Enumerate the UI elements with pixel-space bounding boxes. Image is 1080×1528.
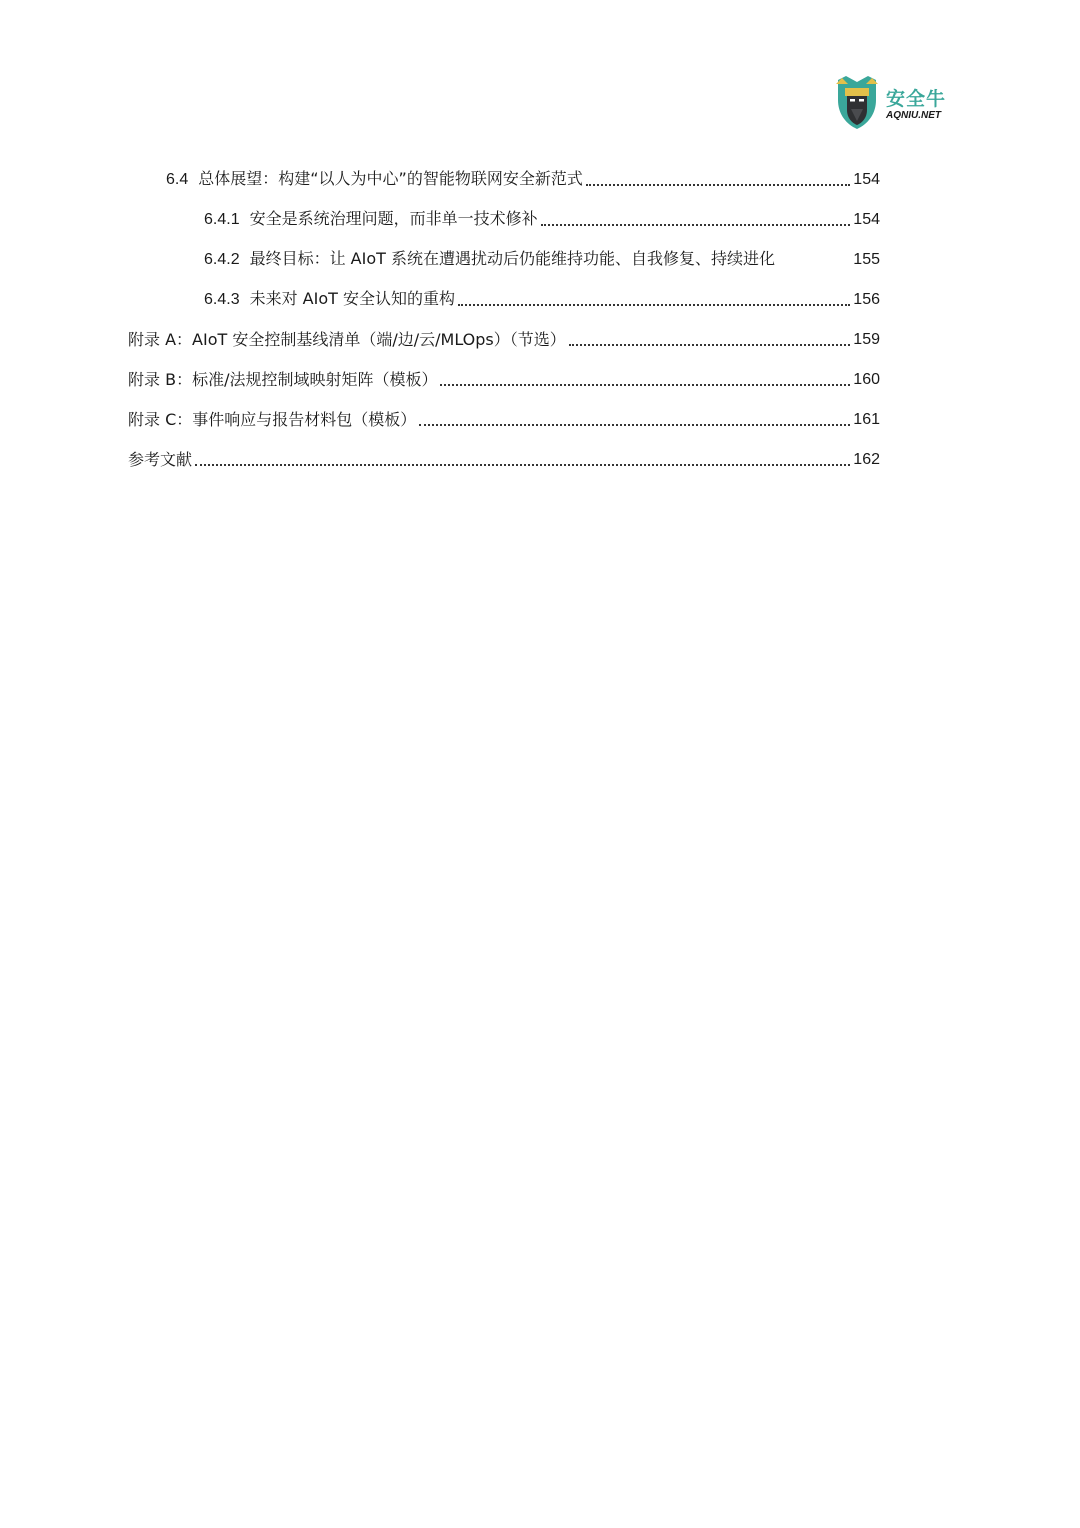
toc-entry-page: 154 xyxy=(853,171,880,188)
toc-entry-appendix-c[interactable] xyxy=(128,408,880,432)
shield-mascot-icon xyxy=(834,74,880,130)
toc-entry-references[interactable] xyxy=(128,448,880,472)
toc-entry-title: 最终目标：让 AIoT 系统在遭遇扰动后仍能维持功能、自我修复、持续进化 xyxy=(249,249,775,268)
dot-leader xyxy=(569,344,851,346)
toc-entry[interactable] xyxy=(204,288,880,312)
brand-logo xyxy=(834,74,954,132)
toc-entry-page: 155 xyxy=(853,251,880,268)
toc-entry-page: 161 xyxy=(853,411,880,428)
toc-entry-title: 附录 C：事件响应与报告材料包（模板） xyxy=(128,410,417,429)
dot-leader xyxy=(586,184,850,186)
toc-entry-page: 160 xyxy=(853,371,880,388)
toc-entry[interactable] xyxy=(166,168,880,192)
dot-leader xyxy=(440,384,850,386)
toc-entry-title: 总体展望：构建“以人为中心”的智能物联网安全新范式 xyxy=(198,169,583,188)
dot-leader xyxy=(419,424,850,426)
toc-entry-appendix-a[interactable] xyxy=(128,328,880,352)
toc-entry-page: 156 xyxy=(853,291,880,308)
logo-text-cn: 安全牛 xyxy=(886,88,947,110)
toc-entry-page: 154 xyxy=(853,211,880,228)
toc-entry-title: 附录 B：标准/法规控制域映射矩阵（模板） xyxy=(128,370,438,389)
toc-entry[interactable] xyxy=(204,208,880,232)
logo-text-en: AQNIU.NET xyxy=(886,110,941,121)
toc-entry[interactable] xyxy=(204,248,880,272)
toc-entry-number: 6.4.2 xyxy=(204,251,240,268)
toc-entry-title: 安全是系统治理问题，而非单一技术修补 xyxy=(249,209,538,228)
dot-leader xyxy=(541,224,851,226)
toc-entry-title: 参考文献 xyxy=(128,450,193,469)
dot-leader xyxy=(195,464,850,466)
toc-entry-page: 162 xyxy=(853,451,880,468)
toc-entry-page: 159 xyxy=(853,331,880,348)
toc-entry-number: 6.4.1 xyxy=(204,211,240,228)
toc-entry-number: 6.4.3 xyxy=(204,291,240,308)
toc-entry-number: 6.4 xyxy=(166,171,189,188)
toc-entry-title: 未来对 AIoT 安全认知的重构 xyxy=(249,289,455,308)
toc-entry-title: 附录 A：AIoT 安全控制基线清单（端/边/云/MLOps）（节选） xyxy=(128,330,566,349)
toc-entry-appendix-b[interactable] xyxy=(128,368,880,392)
dot-leader xyxy=(458,304,850,306)
